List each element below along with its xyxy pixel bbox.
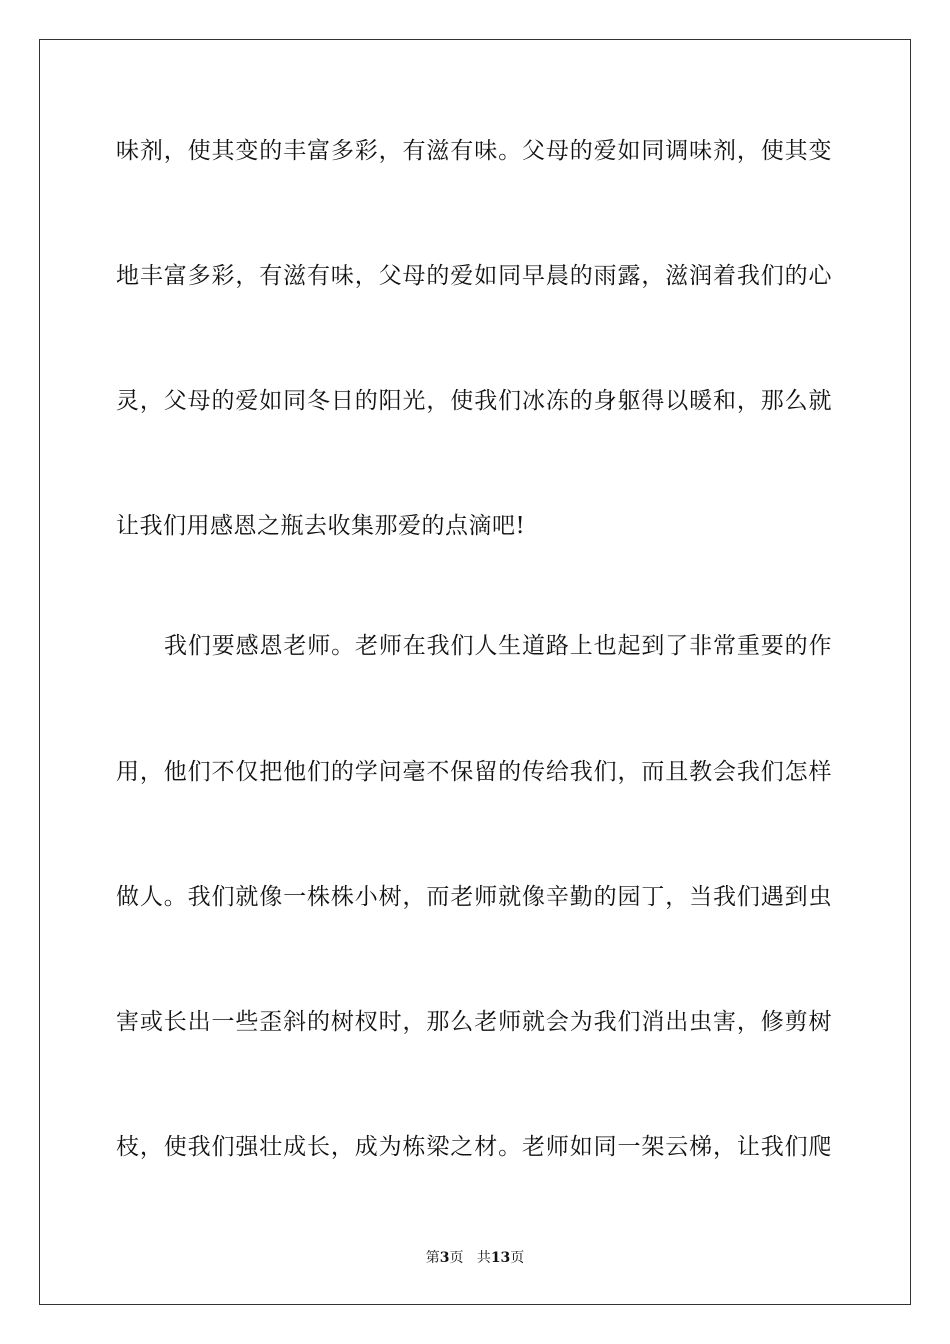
text-line: 做人。我们就像一株株小树，而老师就像辛勤的园丁，当我们遇到虫 <box>116 884 832 910</box>
text-line: 害或长出一些歪斜的树杈时，那么老师就会为我们消出虫害，修剪树 <box>116 1009 832 1035</box>
text-line: 灵，父母的爱如同冬日的阳光，使我们冰冻的身躯得以暖和，那么就 <box>116 388 832 414</box>
page-label-suffix: 页 <box>449 1250 464 1266</box>
text-line: 味剂，使其变的丰富多彩，有滋有味。父母的爱如同调味剂，使其变 <box>116 138 832 164</box>
page-label-prefix: 第 <box>425 1250 440 1266</box>
total-label-suffix: 页 <box>510 1250 525 1266</box>
text-line: 用，他们不仅把他们的学问毫不保留的传给我们，而且教会我们怎样 <box>116 759 832 785</box>
total-pages-number: 13 <box>490 1250 511 1266</box>
paragraph-first-line: 我们要感恩老师。老师在我们人生道路上也起到了非常重要的作 <box>164 633 832 659</box>
text-line: 枝，使我们强壮成长，成为栋梁之材。老师如同一架云梯，让我们爬 <box>116 1134 832 1160</box>
page-footer <box>0 1248 950 1268</box>
total-label-prefix: 共 <box>476 1250 491 1266</box>
current-page-number: 3 <box>439 1250 450 1266</box>
page-border <box>39 39 911 1305</box>
text-line: 让我们用感恩之瓶去收集那爱的点滴吧! <box>116 513 526 539</box>
text-line: 地丰富多彩，有滋有味，父母的爱如同早晨的雨露，滋润着我们的心 <box>116 263 832 289</box>
